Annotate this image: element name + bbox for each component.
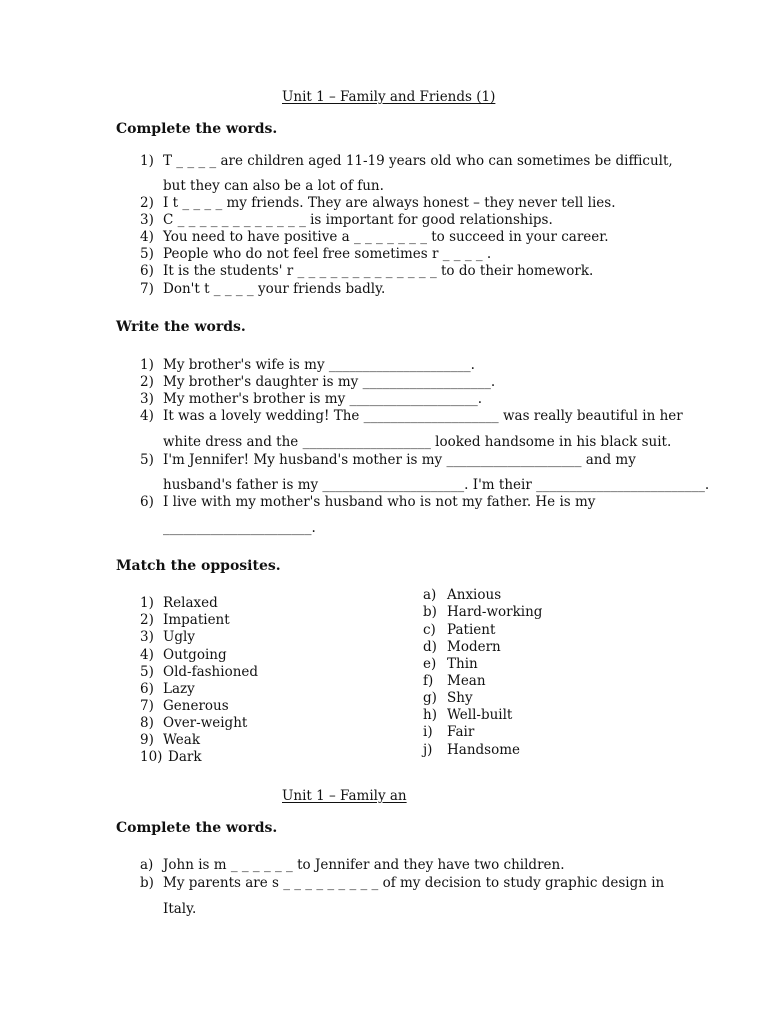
item-letter: a) — [140, 857, 154, 873]
item-number: 4) — [140, 647, 154, 663]
list-item: Hard-working — [447, 604, 543, 620]
item-letter: g) — [423, 690, 437, 706]
item-letter: i) — [423, 724, 433, 740]
list-item: Outgoing — [163, 647, 227, 663]
list-item: Old-fashioned — [163, 664, 259, 680]
list-item: husband's father is my _____________________. I'm their _________________________. — [163, 477, 710, 493]
item-number: 5) — [140, 246, 154, 262]
list-item: My mother's brother is my ___________________. — [163, 391, 483, 407]
list-item: Weak — [163, 732, 200, 748]
item-number: 1) — [140, 595, 154, 611]
list-item: Modern — [447, 639, 501, 655]
item-number: 4) — [140, 229, 154, 245]
section-heading-complete: Complete the words. — [116, 121, 278, 137]
item-number: 8) — [140, 715, 154, 731]
item-letter: b) — [140, 875, 154, 891]
list-item: Over-weight — [163, 715, 248, 731]
list-item: C _ _ _ _ _ _ _ _ _ _ _ _ is important for good relationships. — [163, 212, 553, 228]
section-heading-write: Write the words. — [116, 319, 246, 335]
item-number: 4) — [140, 408, 154, 424]
item-number: 6) — [140, 494, 154, 510]
list-item: My brother's daughter is my ___________________. — [163, 374, 496, 390]
list-item: but they can also be a lot of fun. — [163, 178, 384, 194]
list-item: Handsome — [447, 742, 521, 758]
list-item: Relaxed — [163, 595, 218, 611]
section-heading-complete-2: Complete the words. — [116, 820, 278, 836]
item-number: 10) — [140, 749, 163, 765]
list-item: You need to have positive a _ _ _ _ _ _ _ to succeed in your career. — [163, 229, 609, 245]
unit-title: Unit 1 – Family and Friends (1) — [282, 89, 496, 105]
list-item: Shy — [447, 690, 473, 706]
list-item: Don't t _ _ _ _ your friends badly. — [163, 281, 386, 297]
item-number: 2) — [140, 612, 154, 628]
list-item: People who do not feel free sometimes r _ _ _ _ . — [163, 246, 492, 262]
item-number: 3) — [140, 212, 154, 228]
list-item: It is the students' r _ _ _ _ _ _ _ _ _ _ _ _ _ to do their homework. — [163, 263, 594, 279]
list-item: white dress and the ___________________ looked handsome in his black suit. — [163, 434, 672, 450]
list-item: My parents are s _ _ _ _ _ _ _ _ _ of my decision to study graphic design in — [163, 875, 665, 891]
item-number: 3) — [140, 391, 154, 407]
section-heading-match: Match the opposites. — [116, 558, 281, 574]
list-item: Anxious — [447, 587, 502, 603]
item-number: 5) — [140, 452, 154, 468]
list-item: Lazy — [163, 681, 195, 697]
list-item: John is m _ _ _ _ _ _ to Jennifer and they have two children. — [163, 857, 565, 873]
list-item: T _ _ _ _ are children aged 11-19 years old who can sometimes be difficult, — [163, 153, 673, 169]
item-letter: j) — [423, 742, 433, 758]
item-number: 5) — [140, 664, 154, 680]
item-letter: f) — [423, 673, 434, 689]
item-letter: h) — [423, 707, 437, 723]
unit-title-partial: Unit 1 – Family an — [282, 788, 407, 804]
item-number: 6) — [140, 263, 154, 279]
list-item: I'm Jennifer! My husband's mother is my ____________________ and my — [163, 452, 636, 468]
item-number: 2) — [140, 195, 154, 211]
item-number: 6) — [140, 681, 154, 697]
list-item: Generous — [163, 698, 229, 714]
item-number: 9) — [140, 732, 154, 748]
item-number: 7) — [140, 281, 154, 297]
item-letter: c) — [423, 622, 436, 638]
list-item: Fair — [447, 724, 475, 740]
list-item: I t _ _ _ _ my friends. They are always honest – they never tell lies. — [163, 195, 616, 211]
list-item: Well-built — [447, 707, 513, 723]
item-number: 7) — [140, 698, 154, 714]
item-number: 1) — [140, 357, 154, 373]
list-item: It was a lovely wedding! The ____________________ was really beautiful in her — [163, 408, 683, 424]
item-letter: d) — [423, 639, 437, 655]
list-item: Patient — [447, 622, 496, 638]
list-item: I live with my mother's husband who is not my father. He is my — [163, 494, 596, 510]
list-item: Dark — [168, 749, 202, 765]
list-item: Thin — [447, 656, 478, 672]
list-item: ______________________. — [163, 520, 316, 536]
list-item: Italy. — [163, 901, 197, 917]
item-number: 3) — [140, 629, 154, 645]
list-item: Ugly — [163, 629, 195, 645]
list-item: Mean — [447, 673, 486, 689]
list-item: Impatient — [163, 612, 230, 628]
item-number: 2) — [140, 374, 154, 390]
item-letter: a) — [423, 587, 437, 603]
item-letter: b) — [423, 604, 437, 620]
item-letter: e) — [423, 656, 437, 672]
list-item: My brother's wife is my _____________________. — [163, 357, 475, 373]
item-number: 1) — [140, 153, 154, 169]
